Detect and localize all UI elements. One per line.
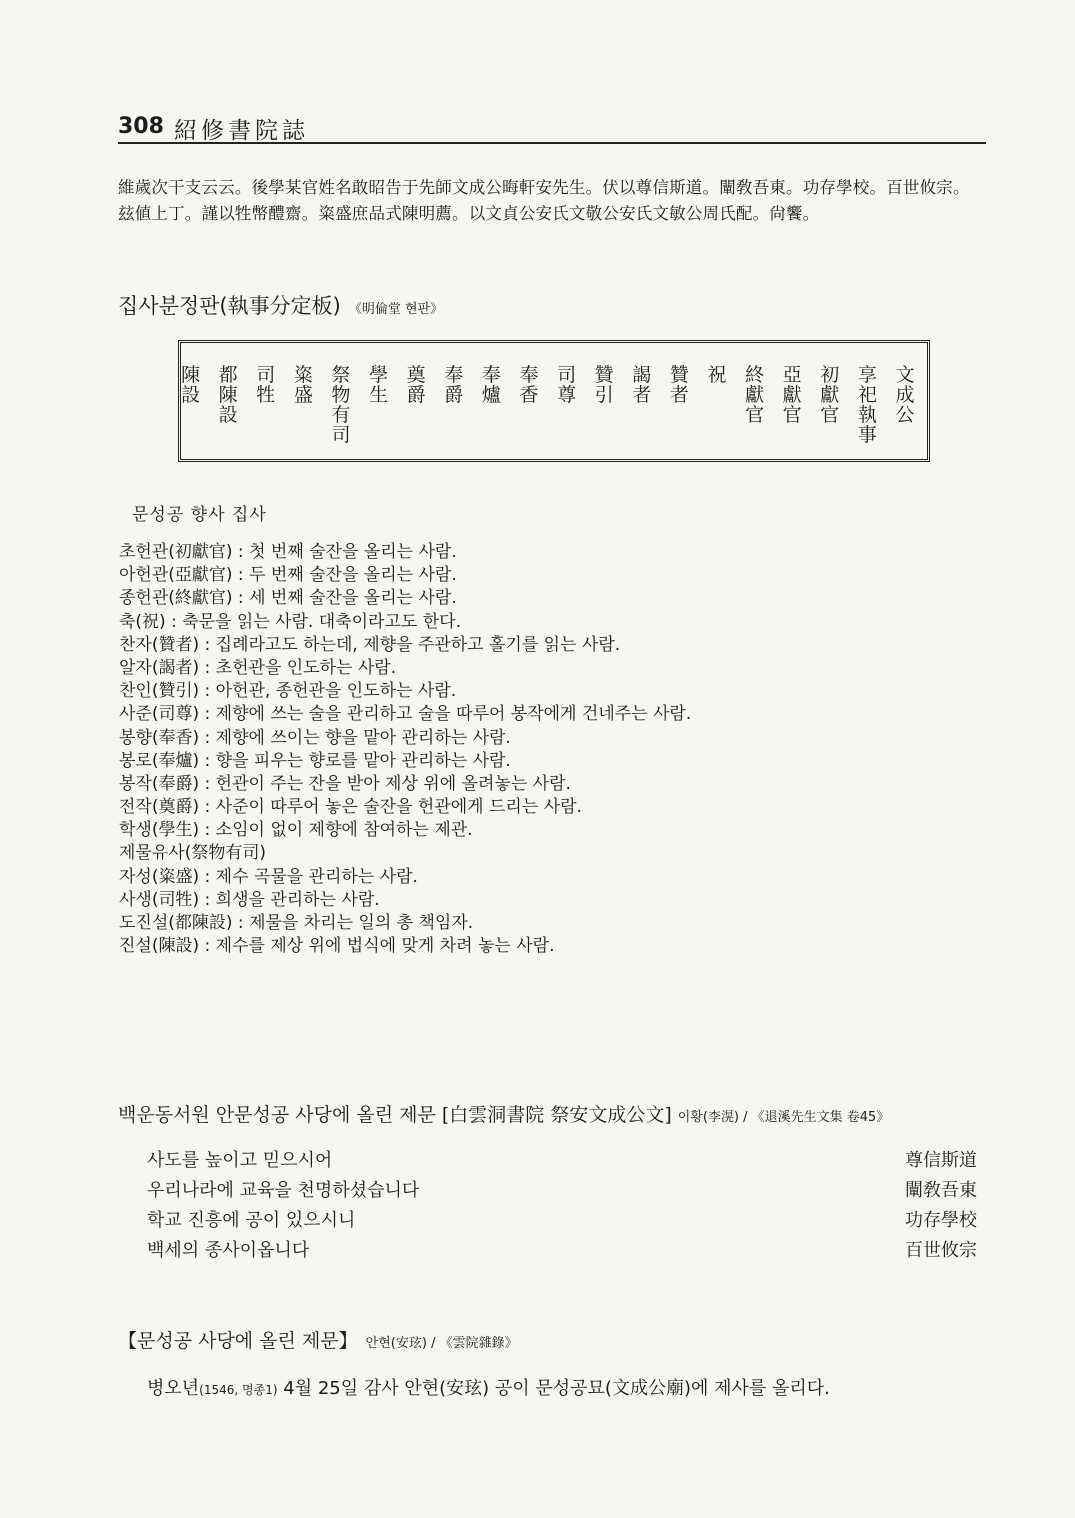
section-author: 안현(安玹) / 《雲院雜錄》 bbox=[365, 1336, 518, 1351]
definition-item: 봉로(奉爐) : 향을 피우는 향로를 맡아 관리하는 사람. bbox=[119, 750, 511, 771]
definition-item: 찬자(贊者) : 집례라고도 하는데, 제향을 주관하고 홀기를 읽는 사람. bbox=[119, 634, 621, 655]
definition-item: 봉작(奉爵) : 헌관이 주는 잔을 받아 제상 위에 올려놓는 사람. bbox=[119, 773, 571, 794]
poem-line bbox=[147, 1146, 977, 1176]
definition-item: 도진설(都陳設) : 제물을 차리는 일의 총 책임자. bbox=[119, 913, 474, 933]
poem-hanja: 功存學校 bbox=[905, 1210, 977, 1231]
section-title-shrine-prayer bbox=[118, 1326, 518, 1353]
poem-hanja: 尊信斯道 bbox=[905, 1150, 977, 1171]
prayer-line: 玆値上丁。謹以牲幣醴齋。粢盛庶品式陳明薦。以文貞公安氏文敬公安氏文敏公周氏配。尙饗。 bbox=[118, 204, 820, 223]
poem-line bbox=[147, 1176, 977, 1206]
definition-item: 진설(陳設) : 제수를 제상 위에 법식에 맞게 차려 놓는 사람. bbox=[119, 936, 555, 957]
board-column: 贊 者 bbox=[669, 364, 689, 406]
definition-item: 종헌관(終獻官) : 세 번째 술잔을 올리는 사람. bbox=[119, 588, 457, 609]
section-title-text: 백운동서원 안문성공 사당에 올린 제문 [白雲洞書院 祭安文成公文] bbox=[118, 1104, 672, 1126]
definition-item: 축(祝) : 축문을 읽는 사람. 대축이라고도 한다. bbox=[119, 611, 461, 632]
section-title-text: 집사분정판(執事分定板) bbox=[118, 294, 341, 318]
board-column: 奉 香 bbox=[519, 364, 539, 406]
definition-item: 초헌관(初獻官) : 첫 번째 술잔을 올리는 사람. bbox=[119, 542, 457, 562]
board-column: 陳 設 bbox=[181, 364, 201, 406]
board-column: 祝 bbox=[707, 364, 727, 386]
definition-item: 전작(奠爵) : 사준이 따루어 놓은 술잔을 헌관에게 드리는 사람. bbox=[119, 797, 582, 818]
closing-sentence bbox=[147, 1374, 830, 1400]
duty-board-table bbox=[178, 340, 930, 462]
board-column: 司 尊 bbox=[557, 364, 577, 406]
closing-text-end: 4월 25일 감사 안현(安玹) 공이 문성공묘(文成公廟)에 제사를 올리다. bbox=[277, 1378, 830, 1399]
duty-list-heading: 문성공 향사 집사 bbox=[132, 505, 267, 525]
poem-korean: 학교 진흥에 공이 있으시니 bbox=[147, 1210, 356, 1231]
closing-text-start: 병오년 bbox=[147, 1378, 200, 1399]
book-title: 紹修書院誌 bbox=[174, 118, 309, 144]
poem-korean: 백세의 종사이옵니다 bbox=[147, 1240, 310, 1261]
definition-item: 사준(司尊) : 제향에 쓰는 술을 관리하고 술을 따루어 봉작에게 건네주는 사람. bbox=[119, 704, 692, 725]
section-title-eulogy bbox=[118, 1100, 889, 1127]
poem-hanja: 闡敎吾東 bbox=[905, 1180, 977, 1201]
board-column: 贊 引 bbox=[594, 364, 614, 406]
definition-item: 사생(司牲) : 희생을 관리하는 사람. bbox=[119, 889, 380, 910]
prayer-text bbox=[118, 175, 986, 227]
page-header bbox=[118, 108, 986, 144]
board-column: 學 生 bbox=[369, 364, 389, 406]
definition-item: 알자(謁者) : 초헌관을 인도하는 사람. bbox=[119, 657, 397, 678]
board-column: 粢 盛 bbox=[293, 364, 313, 406]
board-column: 初 獻 官 bbox=[820, 364, 840, 426]
board-column: 司 牲 bbox=[256, 364, 276, 406]
poem-korean: 우리나라에 교육을 천명하셨습니다 bbox=[147, 1180, 420, 1201]
definition-item: 학생(學生) : 소임이 없이 제향에 참여하는 제관. bbox=[119, 820, 473, 841]
poem-line bbox=[147, 1236, 977, 1266]
board-column: 終 獻 官 bbox=[745, 364, 765, 426]
closing-date-note: (1546, 명종1) bbox=[199, 1383, 278, 1397]
board-column: 享 祀 執 事 bbox=[857, 364, 877, 446]
duty-definitions-list bbox=[119, 541, 979, 958]
board-column: 文 成 公 bbox=[895, 364, 915, 426]
board-column: 奠 爵 bbox=[406, 364, 426, 406]
prayer-line: 維歲次干支云云。後學某官姓名敢昭告于先師文成公晦軒安先生。伏以尊信斯道。闡敎吾東。功存學校。百世攸宗。 bbox=[118, 178, 970, 197]
section-title-text: 【문성공 사당에 올린 제문】 bbox=[118, 1330, 358, 1352]
board-column: 奉 爐 bbox=[481, 364, 501, 406]
section-source: 《明倫堂 현판》 bbox=[348, 302, 444, 317]
definition-item: 봉향(奉香) : 제향에 쓰이는 향을 맡아 관리하는 사람. bbox=[119, 727, 511, 748]
board-column: 謁 者 bbox=[632, 364, 652, 406]
board-column: 都 陳 設 bbox=[218, 364, 238, 426]
board-column: 亞 獻 官 bbox=[782, 364, 802, 426]
poem-hanja: 百世攸宗 bbox=[905, 1240, 977, 1261]
definition-item: 찬인(贊引) : 아헌관, 종헌관을 인도하는 사람. bbox=[119, 681, 457, 702]
poem-korean: 사도를 높이고 믿으시어 bbox=[147, 1150, 333, 1171]
eulogy-poem bbox=[147, 1146, 977, 1266]
definition-item: 아헌관(亞獻官) : 두 번째 술잔을 올리는 사람. bbox=[119, 565, 457, 586]
page-number: 308 bbox=[118, 114, 164, 139]
definition-item: 제물유사(祭物有司) bbox=[119, 843, 266, 864]
section-author: 이황(李滉) / 《退溪先生文集 卷45》 bbox=[677, 1110, 890, 1125]
poem-line bbox=[147, 1206, 977, 1236]
section-title-duty-board bbox=[118, 290, 443, 320]
definition-item: 자성(粢盛) : 제수 곡물을 관리하는 사람. bbox=[119, 866, 418, 887]
board-column: 奉 爵 bbox=[444, 364, 464, 406]
board-column: 祭 物 有 司 bbox=[331, 364, 351, 446]
